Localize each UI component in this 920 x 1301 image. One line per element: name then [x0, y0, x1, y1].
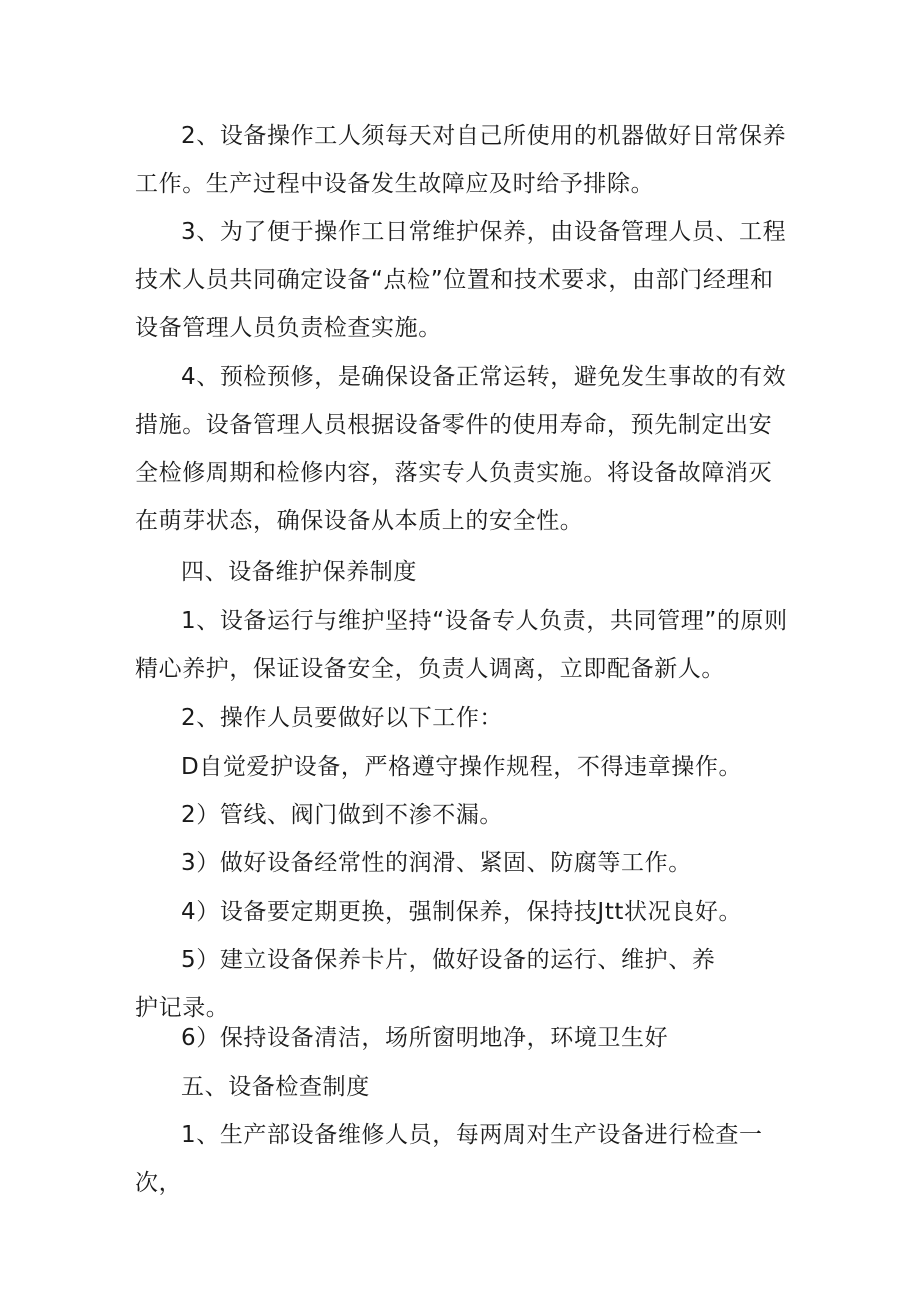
list-item-3: 3）做好设备经常性的润滑、紧固、防腐等工作。 [181, 850, 692, 876]
list-item-6: 6）保持设备清洁，场所窗明地净，环境卫生好 [181, 1025, 669, 1051]
paragraph-operator-duties: 2、操作人员要做好以下工作： [181, 705, 504, 731]
paragraph-inspection: 1、生产部设备维修人员，每两周对生产设备进行检查一次， [135, 1122, 763, 1196]
paragraph-spot-check: 3、为了便于操作工日常维护保养，由设备管理人员、工程技术人员共同确定设备“点检”位置和技术要求，由部门经理和设备管理人员负责检查实施。 [135, 219, 787, 341]
paragraph-preventive-repair: 4、预检预修，是确保设备正常运转，避免发生事故的有效措施。设备管理人员根据设备零件的使用寿命，预先制定出安全检修周期和检修内容，落实专人负责实施。将设备故障消灭在萌芽状态，确保设备从本质上的安全性。 [135, 364, 787, 534]
list-item-5: 5）建立设备保养卡片，做好设备的运行、维护、养护记录。 [135, 947, 716, 1021]
paragraph-maintenance-daily: 2、设备操作工人须每天对自己所使用的机器做好日常保养工作。生产过程中设备发生故障应及时给予排除。 [135, 123, 787, 197]
list-item-4: 4）设备要定期更换，强制保养，保持技Jtt状况良好。 [181, 899, 743, 925]
section-heading-four: 四、设备维护保养制度 [181, 559, 417, 585]
paragraph-responsibility: 1、设备运行与维护坚持“设备专人负责，共同管理”的原则精心养护，保证设备安全，负责人调离，立即配备新人。 [135, 608, 788, 682]
list-item-2: 2）管线、阀门做到不渗不漏。 [181, 802, 504, 828]
section-heading-five: 五、设备检查制度 [181, 1074, 370, 1100]
list-item-1: D自觉爱护设备，严格遵守操作规程，不得违章操作。 [181, 754, 743, 780]
